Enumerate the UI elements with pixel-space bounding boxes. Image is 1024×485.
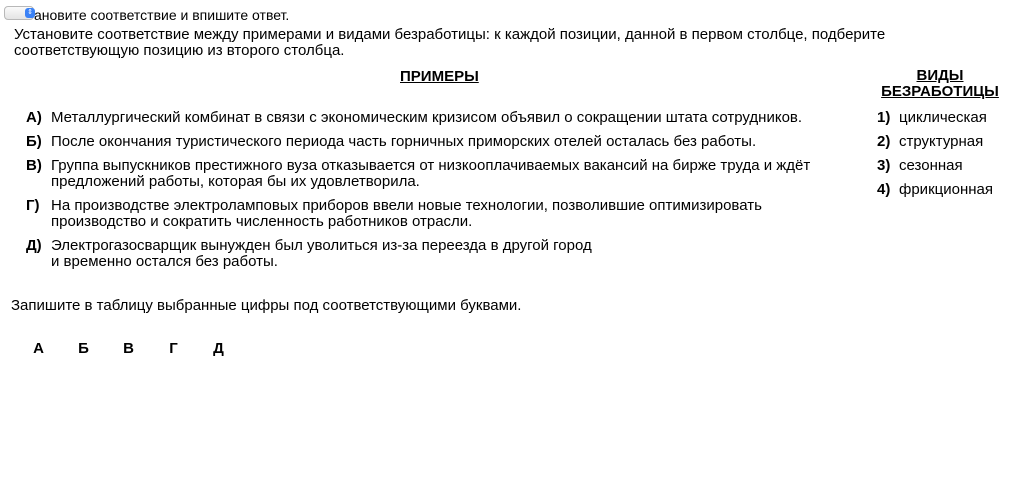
type-label: фрикционная [899, 181, 993, 198]
type-item [877, 158, 1017, 174]
type-item [877, 182, 1017, 198]
task-select-dropdown[interactable] [4, 6, 34, 20]
task-instruction: ановите соответствие и впишите ответ. [34, 7, 290, 23]
type-label: циклическая [899, 109, 987, 126]
example-text-line2: и временно остался без работы. [51, 253, 278, 270]
unemployment-types-list [877, 110, 1017, 206]
task-intro: Установите соответствие между примерами и видами безработицы: к каждой позиции, данной в первом столбце, подберите соответствующую позицию из второго столбца. [14, 26, 886, 59]
example-text: Металлургический комбинат в связи с экономическим кризисом объявил о сокращении штата сотрудников. [51, 109, 803, 126]
example-letter: А) [26, 109, 42, 126]
answer-letter-a: А [33, 340, 44, 357]
example-text: Группа выпускников престижного вуза отказывается от низкооплачиваемых вакансий на бирже труда и ждёт предложений работы, которая бы их удовлетворила. [51, 157, 811, 190]
example-item-d [26, 238, 856, 270]
examples-list [26, 110, 856, 278]
type-number: 1) [877, 109, 891, 126]
type-label: структурная [899, 133, 984, 150]
answer-letter-g: Г [169, 340, 178, 357]
answer-table-header [16, 340, 241, 357]
types-heading-line1: ВИДЫ [916, 67, 964, 84]
example-letter: Д) [26, 237, 42, 254]
type-item [877, 134, 1017, 150]
answer-letter-b: Б [78, 340, 89, 357]
example-text: На производстве электроламповых приборов ввели новые технологии, позволившие оптимизировать производство и сократить численность работников отрасли. [51, 197, 762, 230]
answer-letter-v: В [123, 340, 134, 357]
select-arrows-icon: ⇕ [25, 8, 35, 18]
example-item-b [26, 134, 856, 150]
type-number: 2) [877, 133, 891, 150]
type-label: сезонная [899, 157, 963, 174]
examples-heading: ПРИМЕРЫ [400, 68, 479, 85]
types-heading [870, 68, 1010, 100]
example-item-g [26, 198, 856, 230]
type-number: 3) [877, 157, 891, 174]
example-text: После окончания туристического периода часть горничных приморских отелей осталась без работы. [51, 133, 757, 150]
types-heading-line2: БЕЗРАБОТИЦЫ [881, 83, 999, 100]
example-letter: Б) [26, 133, 42, 150]
example-item-a [26, 110, 856, 126]
example-letter: Г) [26, 197, 40, 214]
example-text-line1: Электрогазосварщик вынужден был уволиться из-за переезда в другой город [51, 237, 592, 254]
example-item-v [26, 158, 856, 190]
answer-letter-d: Д [213, 340, 224, 357]
type-number: 4) [877, 181, 891, 198]
answer-prompt: Запишите в таблицу выбранные цифры под соответствующими буквами. [11, 297, 522, 314]
example-letter: В) [26, 157, 42, 174]
type-item [877, 110, 1017, 126]
example-text [51, 238, 856, 270]
